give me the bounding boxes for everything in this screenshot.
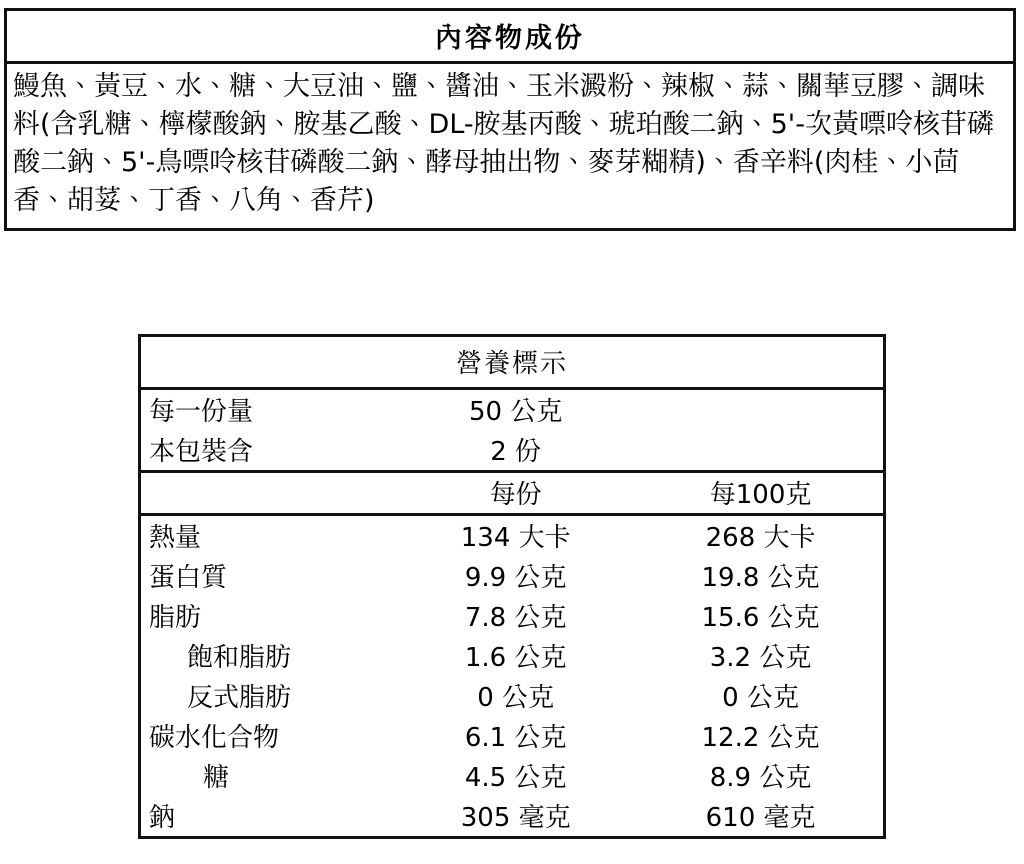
nutrition-facts-panel bbox=[138, 334, 886, 839]
table-row bbox=[141, 756, 883, 796]
nutrient-per-serving-value: 4.5 公克 bbox=[464, 763, 567, 793]
nutrient-per-100g-value: 15.6 公克 bbox=[701, 603, 820, 633]
serving-info-table bbox=[141, 390, 883, 470]
nutrient-per-serving-value: 0 公克 bbox=[477, 683, 555, 713]
nutrition-title: 營養標示 bbox=[455, 349, 568, 379]
per-serving-column-header: 每份 bbox=[489, 480, 542, 510]
servings-per-pack-value: 2 份 bbox=[490, 437, 542, 467]
nutrient-per-serving-value: 7.8 公克 bbox=[464, 603, 567, 633]
ingredients-panel bbox=[4, 8, 1016, 231]
nutrition-header-table bbox=[141, 473, 883, 513]
table-row bbox=[141, 556, 883, 596]
nutrient-per-100g-value: 0 公克 bbox=[722, 683, 799, 713]
nutrient-per-100g-value: 610 毫克 bbox=[705, 803, 816, 833]
nutrient-per-serving-value: 6.1 公克 bbox=[464, 723, 567, 753]
table-row bbox=[141, 430, 883, 470]
nutrient-per-100g-value: 3.2 公克 bbox=[709, 643, 812, 673]
table-row bbox=[141, 716, 883, 756]
servings-per-pack-spacer bbox=[638, 430, 883, 470]
nutrient-column-header bbox=[141, 473, 393, 513]
nutrient-per-serving-value: 134 大卡 bbox=[460, 523, 571, 553]
ingredients-text: 鰻魚、黃豆、水、糖、大豆油、鹽、醬油、玉米澱粉、辣椒、蒜、關華豆膠、調味料(含乳糖、檸檬酸鈉、胺基乙酸、DL-胺基丙酸、琥珀酸二鈉、5'-次黃嘌呤核苷磷酸二鈉、5'-鳥嘌呤核苷磷酸二鈉、酵母抽出物、麥芽糊精)、香辛料(肉桂、小茴香、胡荽、丁香、八角、香芹) bbox=[13, 71, 994, 217]
table-row bbox=[141, 796, 883, 836]
nutrient-per-100g-value: 19.8 公克 bbox=[701, 563, 820, 593]
nutrient-per-100g-value: 12.2 公克 bbox=[701, 723, 820, 753]
table-row bbox=[141, 516, 883, 556]
nutrient-label: 熱量 bbox=[149, 523, 202, 553]
ingredients-title: 內容物成份 bbox=[435, 23, 585, 54]
nutrient-label: 飽和脂肪 bbox=[187, 643, 292, 673]
nutrient-label: 蛋白質 bbox=[149, 563, 228, 593]
per-100g-column-header: 每100克 bbox=[709, 480, 812, 510]
nutrient-per-100g-value: 8.9 公克 bbox=[709, 763, 812, 793]
nutrient-per-100g-value: 268 大卡 bbox=[705, 523, 816, 553]
nutrient-label: 脂肪 bbox=[149, 603, 202, 633]
nutrition-values-table bbox=[141, 516, 883, 836]
table-row bbox=[141, 636, 883, 676]
serving-size-label: 每一份量 bbox=[149, 397, 254, 427]
table-row bbox=[141, 390, 883, 430]
table-row bbox=[141, 596, 883, 636]
table-row bbox=[141, 676, 883, 716]
nutrient-per-serving-value: 9.9 公克 bbox=[464, 563, 567, 593]
table-header-row bbox=[141, 473, 883, 513]
servings-per-pack-label: 本包裝含 bbox=[149, 437, 254, 467]
serving-size-spacer bbox=[638, 390, 883, 430]
nutrient-label: 糖 bbox=[203, 763, 230, 793]
serving-size-value: 50 公克 bbox=[469, 397, 563, 427]
nutrient-label: 碳水化合物 bbox=[149, 723, 280, 753]
nutrient-per-serving-value: 305 毫克 bbox=[460, 803, 571, 833]
nutrient-label: 鈉 bbox=[149, 803, 176, 833]
nutrient-label: 反式脂肪 bbox=[187, 683, 292, 713]
nutrient-per-serving-value: 1.6 公克 bbox=[464, 643, 567, 673]
